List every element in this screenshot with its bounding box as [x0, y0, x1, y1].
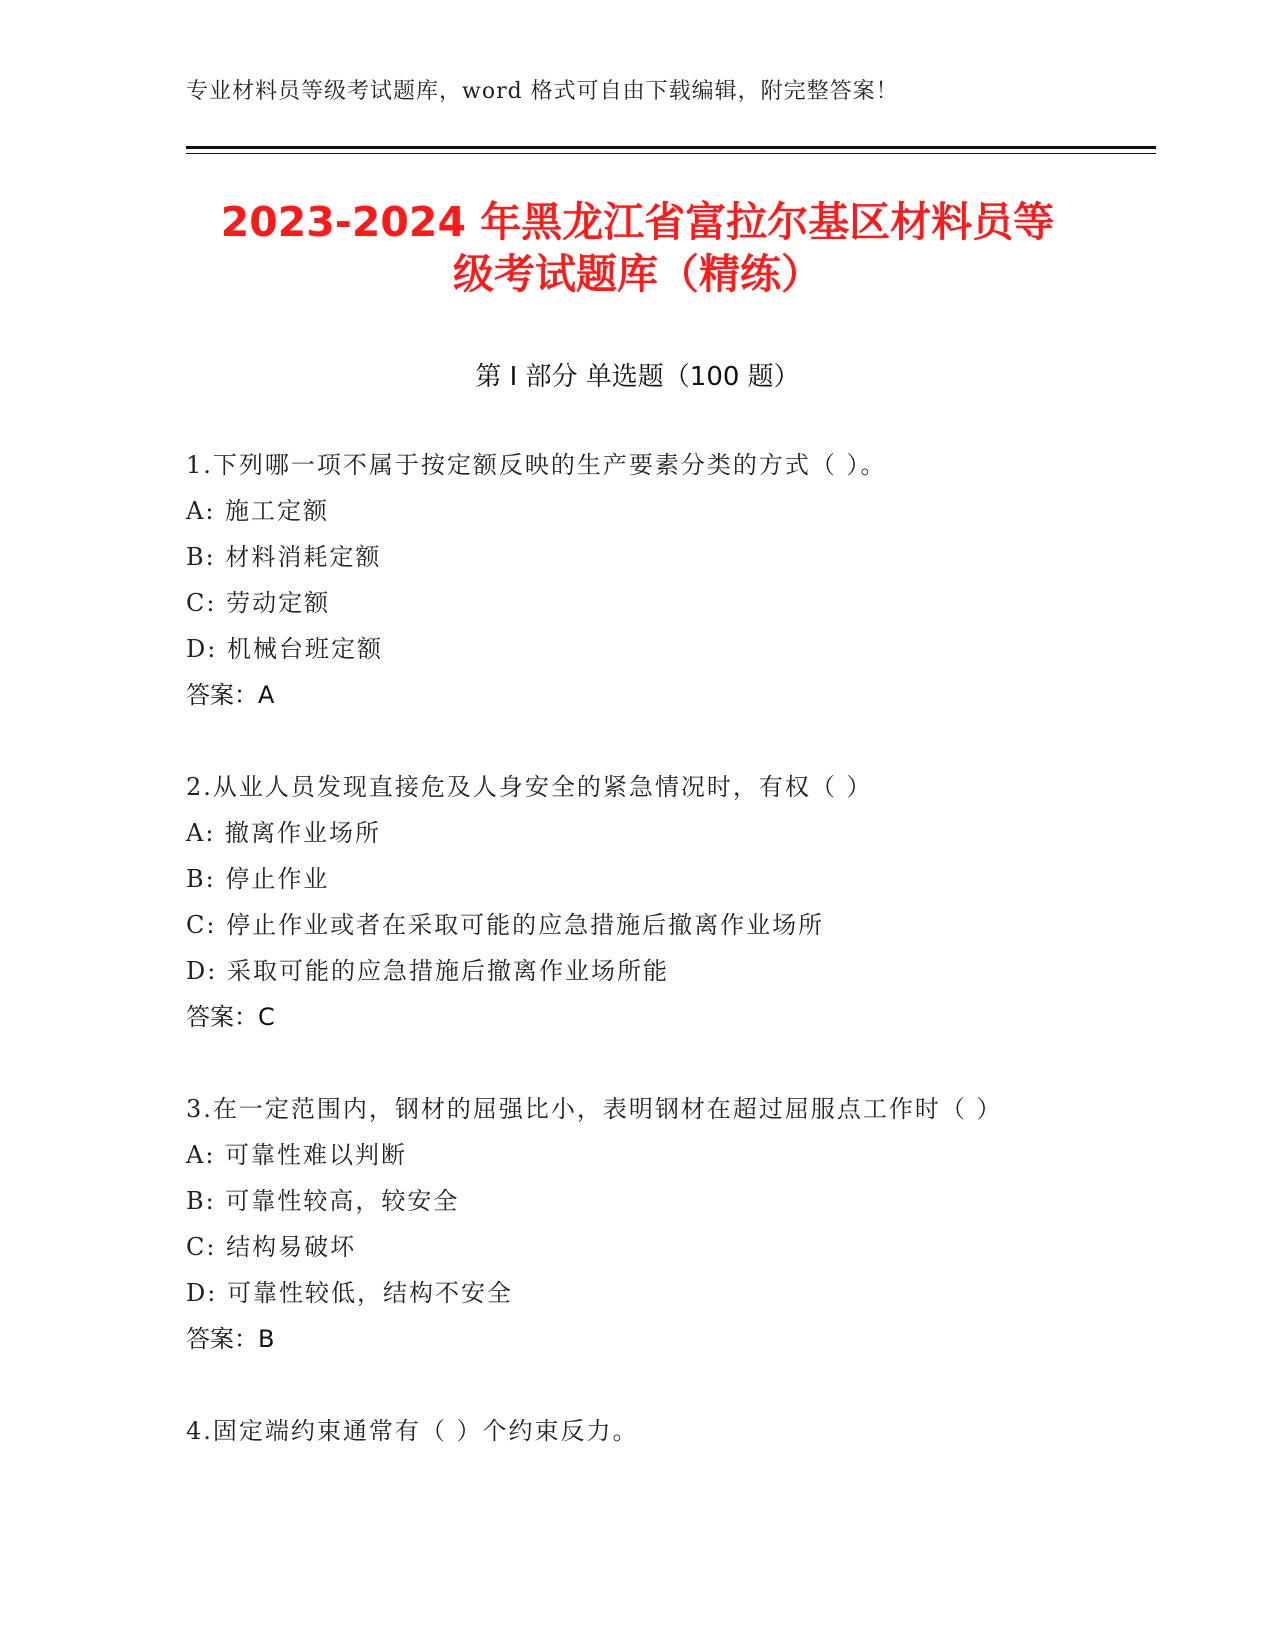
option-d: D: 采取可能的应急措施后撤离作业场所能 [186, 957, 669, 985]
option-d: D: 机械台班定额 [186, 635, 383, 663]
question-4 [186, 1408, 1086, 1454]
question-2 [186, 764, 1086, 1040]
answer: 答案：A [186, 681, 275, 709]
header-note: 专业材料员等级考试题库，word 格式可自由下载编辑，附完整答案！ [186, 79, 899, 104]
option-b: B: 可靠性较高，较安全 [186, 1187, 460, 1215]
option-b: B: 停止作业 [186, 865, 330, 893]
document-title-line2: 级考试题库（精练） [453, 250, 822, 298]
option-d: D: 可靠性较低，结构不安全 [186, 1279, 513, 1307]
answer: 答案：B [186, 1325, 275, 1353]
header-rule-thin [186, 153, 1156, 154]
header-rule-thick [186, 146, 1156, 149]
question-1 [186, 442, 1086, 718]
answer: 答案：C [186, 1003, 275, 1031]
option-a: A: 可靠性难以判断 [186, 1141, 408, 1169]
question-stem: 4.固定端约束通常有（ ）个约束反力。 [186, 1417, 639, 1445]
document-title-line1: 2023-2024 年黑龙江省富拉尔基区材料员等 [220, 198, 1055, 246]
question-list [186, 442, 1086, 1500]
question-stem: 3.在一定范围内，钢材的屈强比小，表明钢材在超过屈服点工作时（ ） [186, 1095, 1003, 1123]
option-b: B: 材料消耗定额 [186, 543, 382, 571]
option-a: A: 撤离作业场所 [186, 819, 382, 847]
option-c: C: 劳动定额 [186, 589, 331, 617]
option-a: A: 施工定额 [186, 497, 330, 525]
question-stem: 1.下列哪一项不属于按定额反映的生产要素分类的方式（ ）。 [186, 451, 887, 479]
document-title [130, 196, 1145, 300]
question-stem: 2.从业人员发现直接危及人身安全的紧急情况时，有权（ ） [186, 773, 873, 801]
option-c: C: 结构易破坏 [186, 1233, 357, 1261]
option-c: C: 停止作业或者在采取可能的应急措施后撤离作业场所 [186, 911, 825, 939]
section-title: 第 I 部分 单选题（100 题） [475, 362, 800, 392]
question-3 [186, 1086, 1086, 1362]
